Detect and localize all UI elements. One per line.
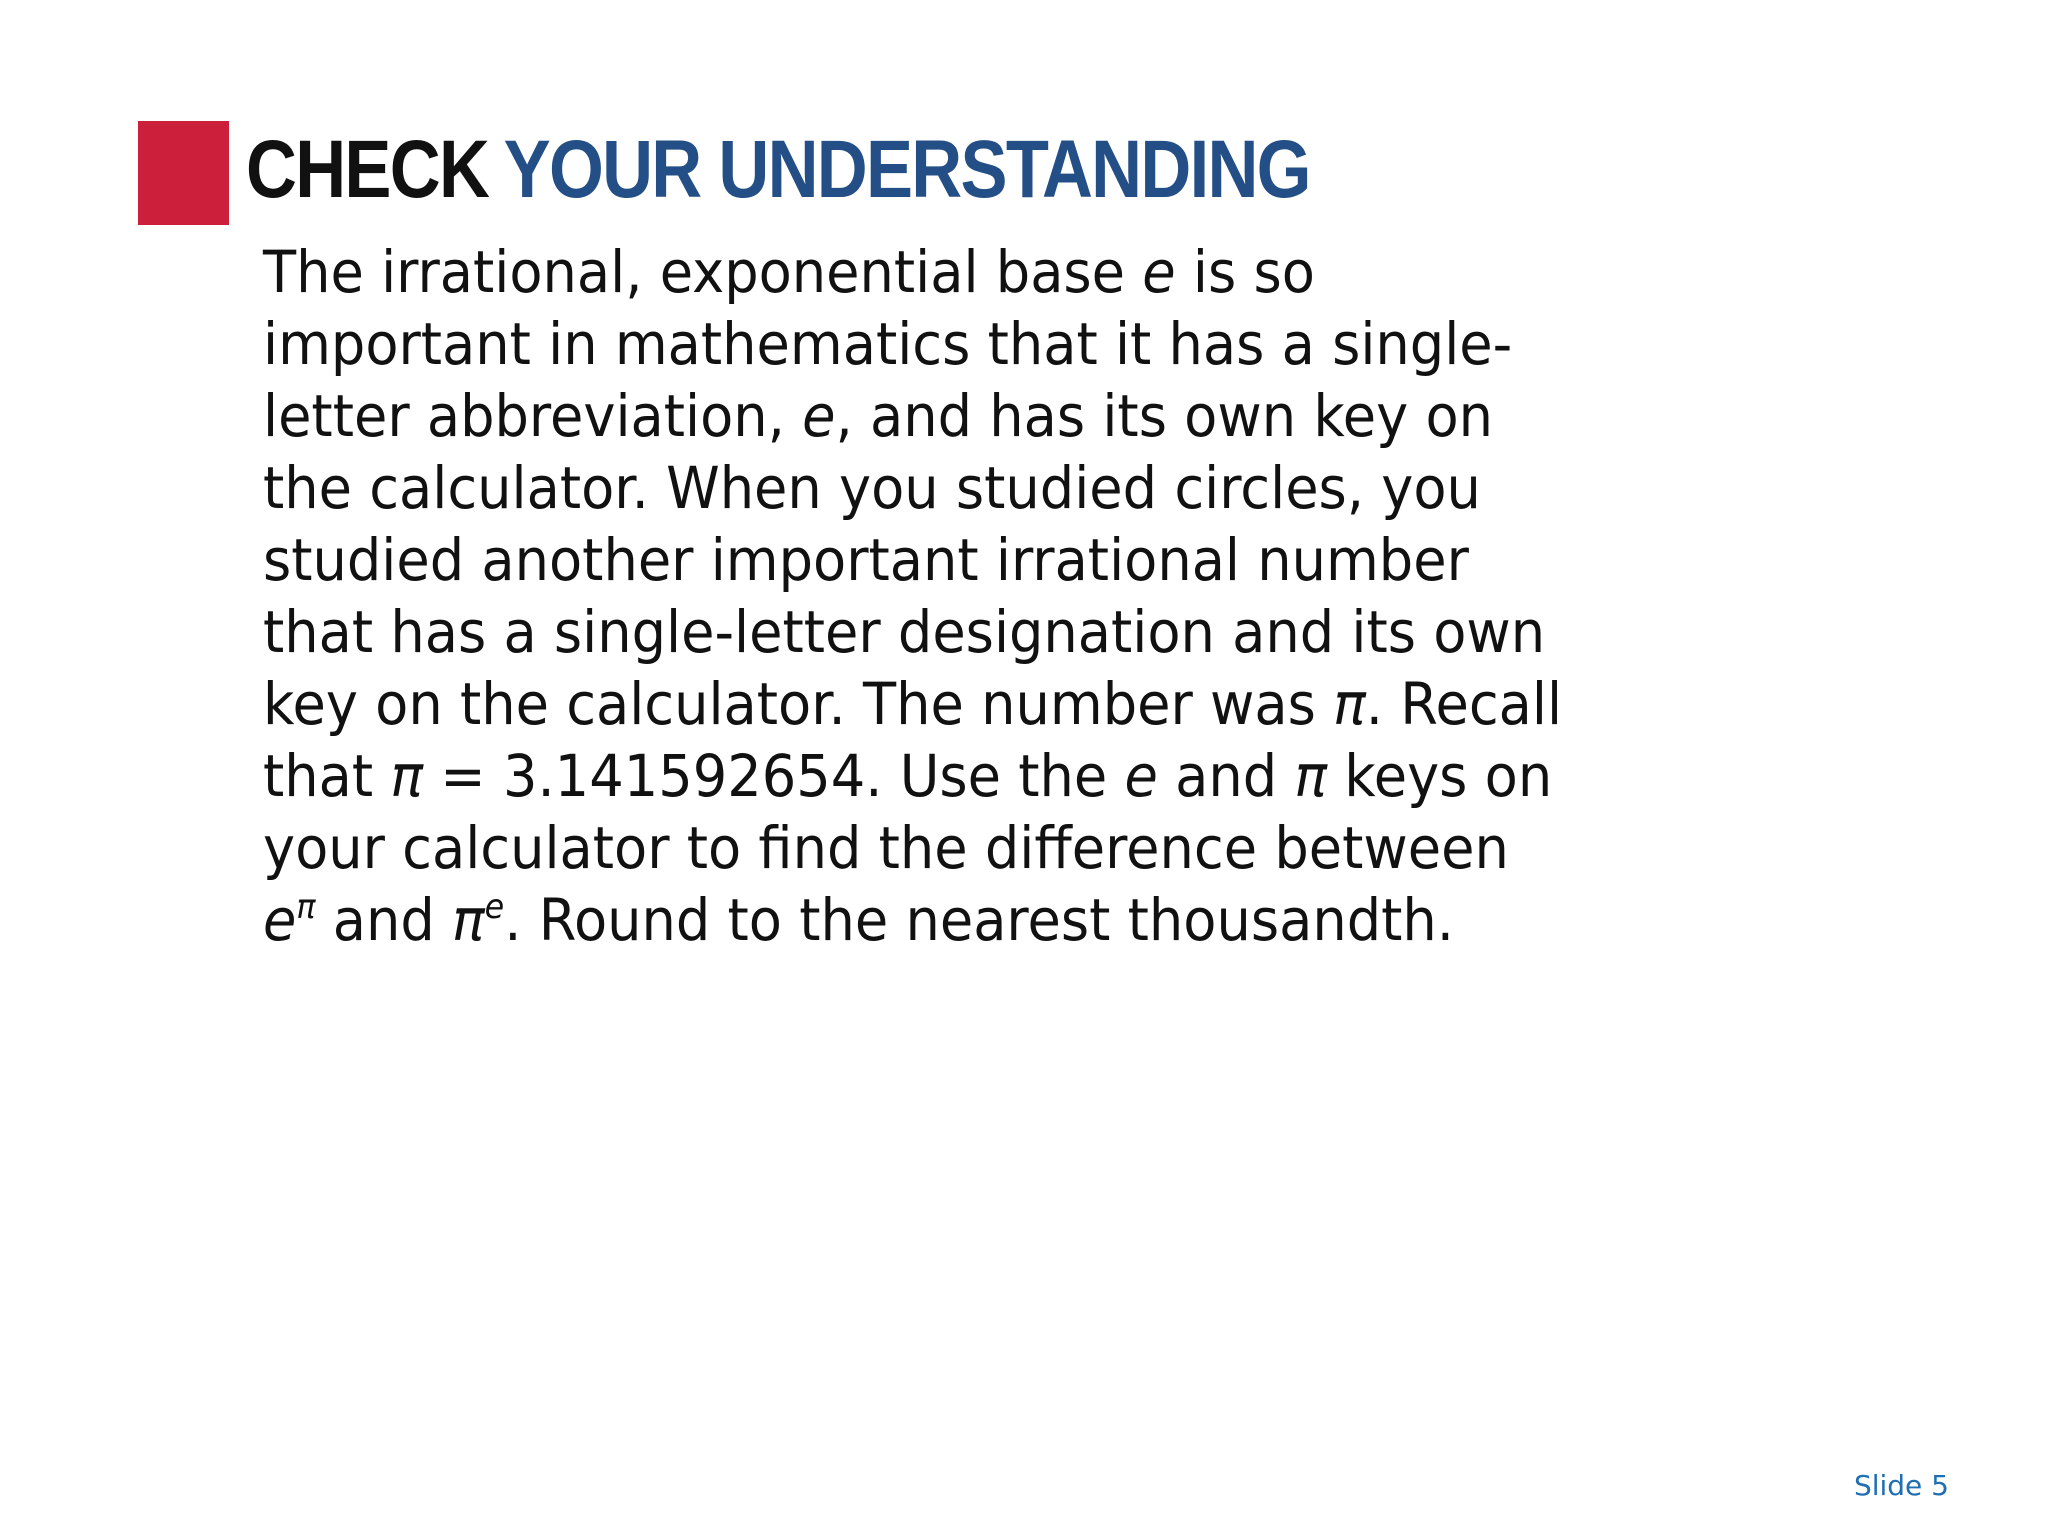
text-span: key on the calculator. The number was bbox=[263, 670, 1334, 738]
text-span: . Recall bbox=[1365, 670, 1563, 738]
title-word-understanding: YOUR UNDERSTANDING bbox=[503, 124, 1310, 215]
italic-pi: π bbox=[452, 886, 485, 954]
text-line: that has a single-letter designation and its own bbox=[263, 598, 1546, 666]
text-span: and bbox=[315, 886, 453, 954]
text-line: the calculator. When you studied circles, you bbox=[263, 454, 1481, 522]
text-span: keys on bbox=[1327, 742, 1553, 810]
italic-pi: π bbox=[1294, 742, 1328, 810]
italic-e: e bbox=[263, 886, 297, 954]
text-line bbox=[263, 380, 1637, 452]
italic-e: e bbox=[1142, 238, 1176, 306]
text-span: is so bbox=[1175, 238, 1315, 306]
text-line bbox=[263, 668, 1637, 740]
text-line: important in mathematics that it has a single- bbox=[263, 310, 1513, 378]
text-span: , and has its own key on bbox=[835, 382, 1494, 450]
text-span: . Round to the nearest thousandth. bbox=[504, 886, 1454, 954]
superscript-pi: π bbox=[296, 887, 316, 927]
text-span: letter abbreviation, bbox=[263, 382, 803, 450]
question-text bbox=[263, 236, 1733, 956]
accent-square bbox=[138, 121, 229, 225]
text-span: that bbox=[263, 742, 391, 810]
italic-pi: π bbox=[1333, 670, 1366, 738]
text-span: The irrational, exponential base bbox=[263, 238, 1143, 306]
italic-e: e bbox=[802, 382, 836, 450]
text-line: studied another important irrational number bbox=[263, 526, 1469, 594]
italic-pi: π bbox=[390, 742, 424, 810]
text-line bbox=[263, 884, 1637, 956]
text-span: and bbox=[1157, 742, 1295, 810]
slide-number: Slide 5 bbox=[1853, 1469, 1949, 1502]
italic-e: e bbox=[1124, 742, 1158, 810]
text-span: = 3.141592654. Use the bbox=[423, 742, 1125, 810]
superscript-e: e bbox=[484, 887, 505, 927]
text-line: your calculator to find the difference between bbox=[263, 814, 1509, 882]
slide-title bbox=[246, 118, 1310, 222]
title-word-check: CHECK bbox=[246, 124, 489, 215]
text-line bbox=[263, 236, 1637, 308]
text-line bbox=[263, 740, 1637, 812]
